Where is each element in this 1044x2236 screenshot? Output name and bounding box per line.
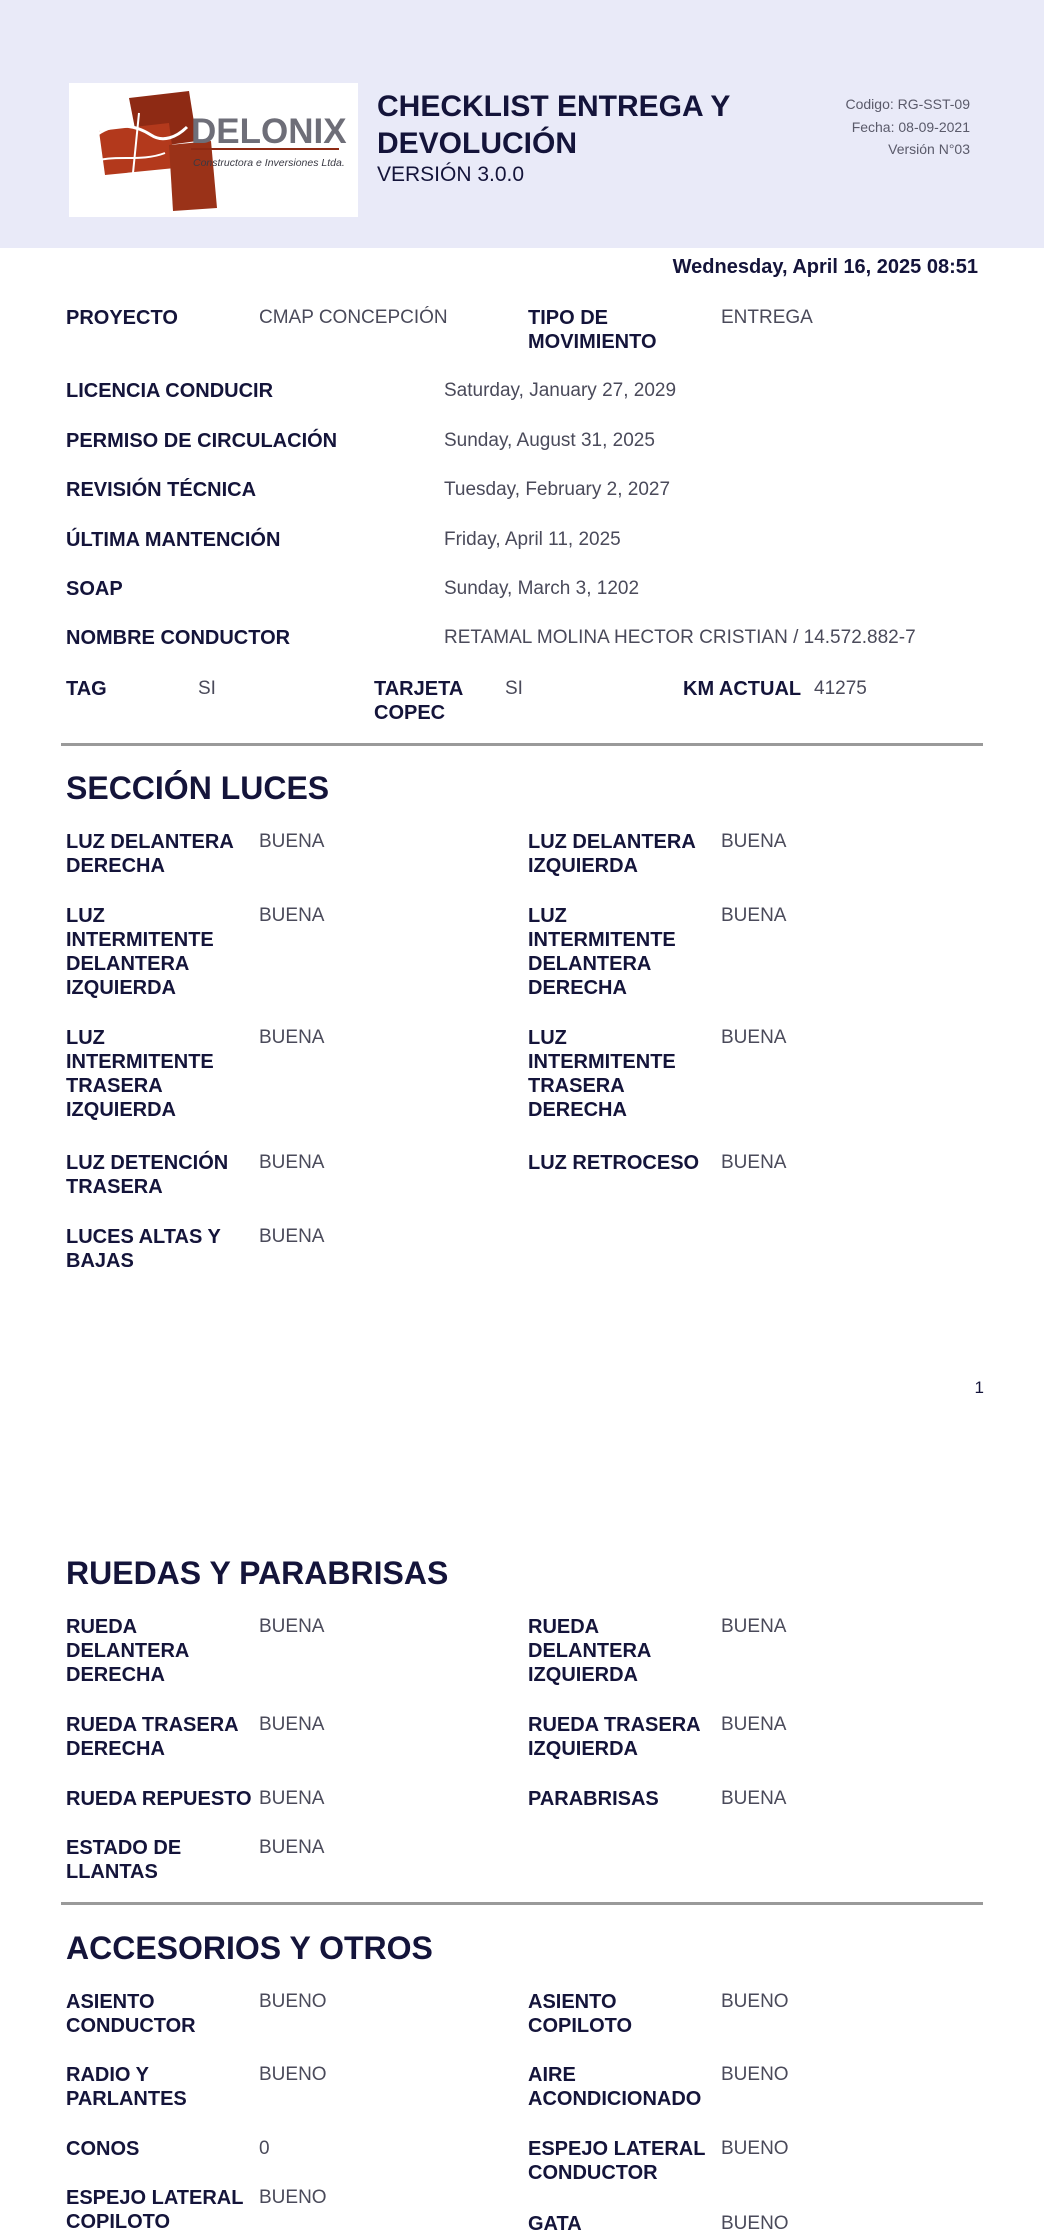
km-label: KM ACTUAL	[683, 678, 802, 700]
checklist-item-label: ESPEJO LATERAL COPILOTO	[66, 2187, 244, 2233]
checklist-item-label: LUZ DELANTERA IZQUIERDA	[528, 831, 696, 877]
checklist-item-label: LUCES ALTAS Y BAJAS	[66, 1226, 221, 1272]
checklist-item-value: BUENO	[259, 1991, 327, 2012]
checklist-item-value: BUENA	[721, 905, 787, 926]
licencia-label: LICENCIA CONDUCIR	[66, 380, 274, 402]
company-logo	[69, 83, 358, 217]
checklist-item-value: BUENO	[721, 2064, 789, 2085]
tag-label: TAG	[66, 678, 107, 700]
checklist-item-label: RUEDA TRASERA DERECHA	[66, 1714, 238, 1760]
section-title-accesorios: ACCESORIOS Y OTROS	[66, 1930, 433, 1966]
tag-value: SI	[198, 678, 216, 699]
checklist-item-value: BUENA	[259, 1152, 325, 1173]
checklist-item-value: BUENA	[259, 1226, 325, 1247]
checklist-item-label: RUEDA DELANTERA IZQUIERDA	[528, 1616, 651, 1686]
mantencion-value: Friday, April 11, 2025	[444, 529, 621, 550]
document-version: VERSIÓN 3.0.0	[377, 163, 525, 186]
km-value: 41275	[814, 678, 867, 699]
checklist-item-value: BUENA	[721, 1152, 787, 1173]
checklist-item-label: RUEDA TRASERA IZQUIERDA	[528, 1714, 700, 1760]
document-header	[0, 0, 1044, 248]
checklist-item-label: LUZ INTERMITENTE DELANTERA DERECHA	[528, 905, 676, 999]
checklist-item-label: LUZ DELANTERA DERECHA	[66, 831, 234, 877]
checklist-item-value: BUENA	[721, 1616, 787, 1637]
doc-date: Fecha: 08-09-2021	[851, 118, 970, 135]
checklist-item-value: BUENA	[259, 1714, 325, 1735]
doc-version-number: Versión N°03	[888, 141, 970, 157]
revision-label: REVISIÓN TÉCNICA	[66, 479, 257, 501]
checklist-item-value: BUENA	[259, 1616, 325, 1637]
checklist-item-value: BUENA	[259, 905, 325, 926]
checklist-item-value: BUENA	[721, 1788, 787, 1809]
section-divider	[61, 743, 983, 746]
page-number: 1	[974, 1378, 984, 1397]
checklist-item-value: BUENO	[721, 1991, 789, 2012]
svg-text:DELONIX: DELONIX	[191, 112, 347, 151]
checklist-item-value: BUENA	[721, 831, 787, 852]
report-datetime: Wednesday, April 16, 2025 08:51	[672, 256, 978, 278]
checklist-item-label: LUZ INTERMITENTE DELANTERA IZQUIERDA	[66, 905, 214, 999]
tipo-movimiento-value: ENTREGA	[721, 307, 813, 328]
doc-code: Codigo: RG-SST-09	[845, 96, 970, 112]
checklist-item-label: CONOS	[66, 2138, 140, 2160]
checklist-item-label: GATA	[528, 2213, 582, 2235]
document-meta	[846, 93, 971, 161]
soap-label: SOAP	[66, 578, 123, 600]
mantencion-label: ÚLTIMA MANTENCIÓN	[66, 529, 281, 551]
checklist-item-label: RADIO Y PARLANTES	[66, 2064, 187, 2110]
section-title-luces: SECCIÓN LUCES	[66, 770, 330, 806]
soap-value: Sunday, March 3, 1202	[444, 578, 640, 599]
section-title-ruedas: RUEDAS Y PARABRISAS	[66, 1555, 449, 1591]
checklist-item-value: BUENO	[721, 2138, 789, 2159]
checklist-item-value: BUENO	[259, 2064, 327, 2085]
checklist-item-value: 0	[259, 2138, 270, 2159]
checklist-item-label: RUEDA DELANTERA DERECHA	[66, 1616, 189, 1686]
checklist-item-value: BUENA	[259, 1788, 325, 1809]
permiso-label: PERMISO DE CIRCULACIÓN	[66, 430, 338, 452]
checklist-item-value: BUENA	[259, 1837, 325, 1858]
checklist-item-label: AIRE ACONDICIONADO	[528, 2064, 702, 2110]
copec-value: SI	[505, 678, 523, 699]
section-divider	[61, 1902, 983, 1905]
checklist-item-label: RUEDA REPUESTO	[66, 1788, 252, 1810]
checklist-item-label: ASIENTO COPILOTO	[528, 1991, 633, 2037]
tipo-movimiento-label: TIPO DE MOVIMIENTO	[528, 307, 657, 353]
document-title: CHECKLIST ENTREGA Y DEVOLUCIÓN	[377, 90, 730, 160]
checklist-item-value: BUENO	[259, 2187, 327, 2208]
checklist-item-value: BUENA	[259, 831, 325, 852]
checklist-item-label: ESPEJO LATERAL CONDUCTOR	[528, 2138, 706, 2184]
checklist-item-value: BUENA	[721, 1714, 787, 1735]
permiso-value: Sunday, August 31, 2025	[444, 430, 655, 451]
licencia-value: Saturday, January 27, 2029	[444, 380, 677, 401]
checklist-item-label: LUZ DETENCIÓN TRASERA	[66, 1152, 229, 1198]
conductor-label: NOMBRE CONDUCTOR	[66, 627, 291, 649]
checklist-item-label: ASIENTO CONDUCTOR	[66, 1991, 196, 2037]
checklist-item-label: ESTADO DE LLANTAS	[66, 1837, 182, 1883]
checklist-item-value: BUENA	[259, 1027, 325, 1048]
conductor-value: RETAMAL MOLINA HECTOR CRISTIAN / 14.572.882-7	[444, 627, 916, 648]
checklist-item-label: LUZ INTERMITENTE TRASERA IZQUIERDA	[66, 1027, 214, 1121]
checklist-item-label: PARABRISAS	[528, 1788, 659, 1810]
checklist-item-value: BUENA	[721, 1027, 787, 1048]
checklist-item-label: LUZ RETROCESO	[528, 1152, 700, 1174]
checklist-item-label: LUZ INTERMITENTE TRASERA DERECHA	[528, 1027, 676, 1121]
proyecto-value: CMAP CONCEPCIÓN	[259, 307, 448, 328]
revision-value: Tuesday, February 2, 2027	[444, 479, 671, 500]
svg-text:Constructora e Inversiones Ltd: Constructora e Inversiones Ltda.	[193, 157, 345, 169]
copec-label: TARJETA COPEC	[374, 678, 463, 724]
proyecto-label: PROYECTO	[66, 307, 178, 329]
checklist-item-value: BUENO	[721, 2213, 789, 2234]
